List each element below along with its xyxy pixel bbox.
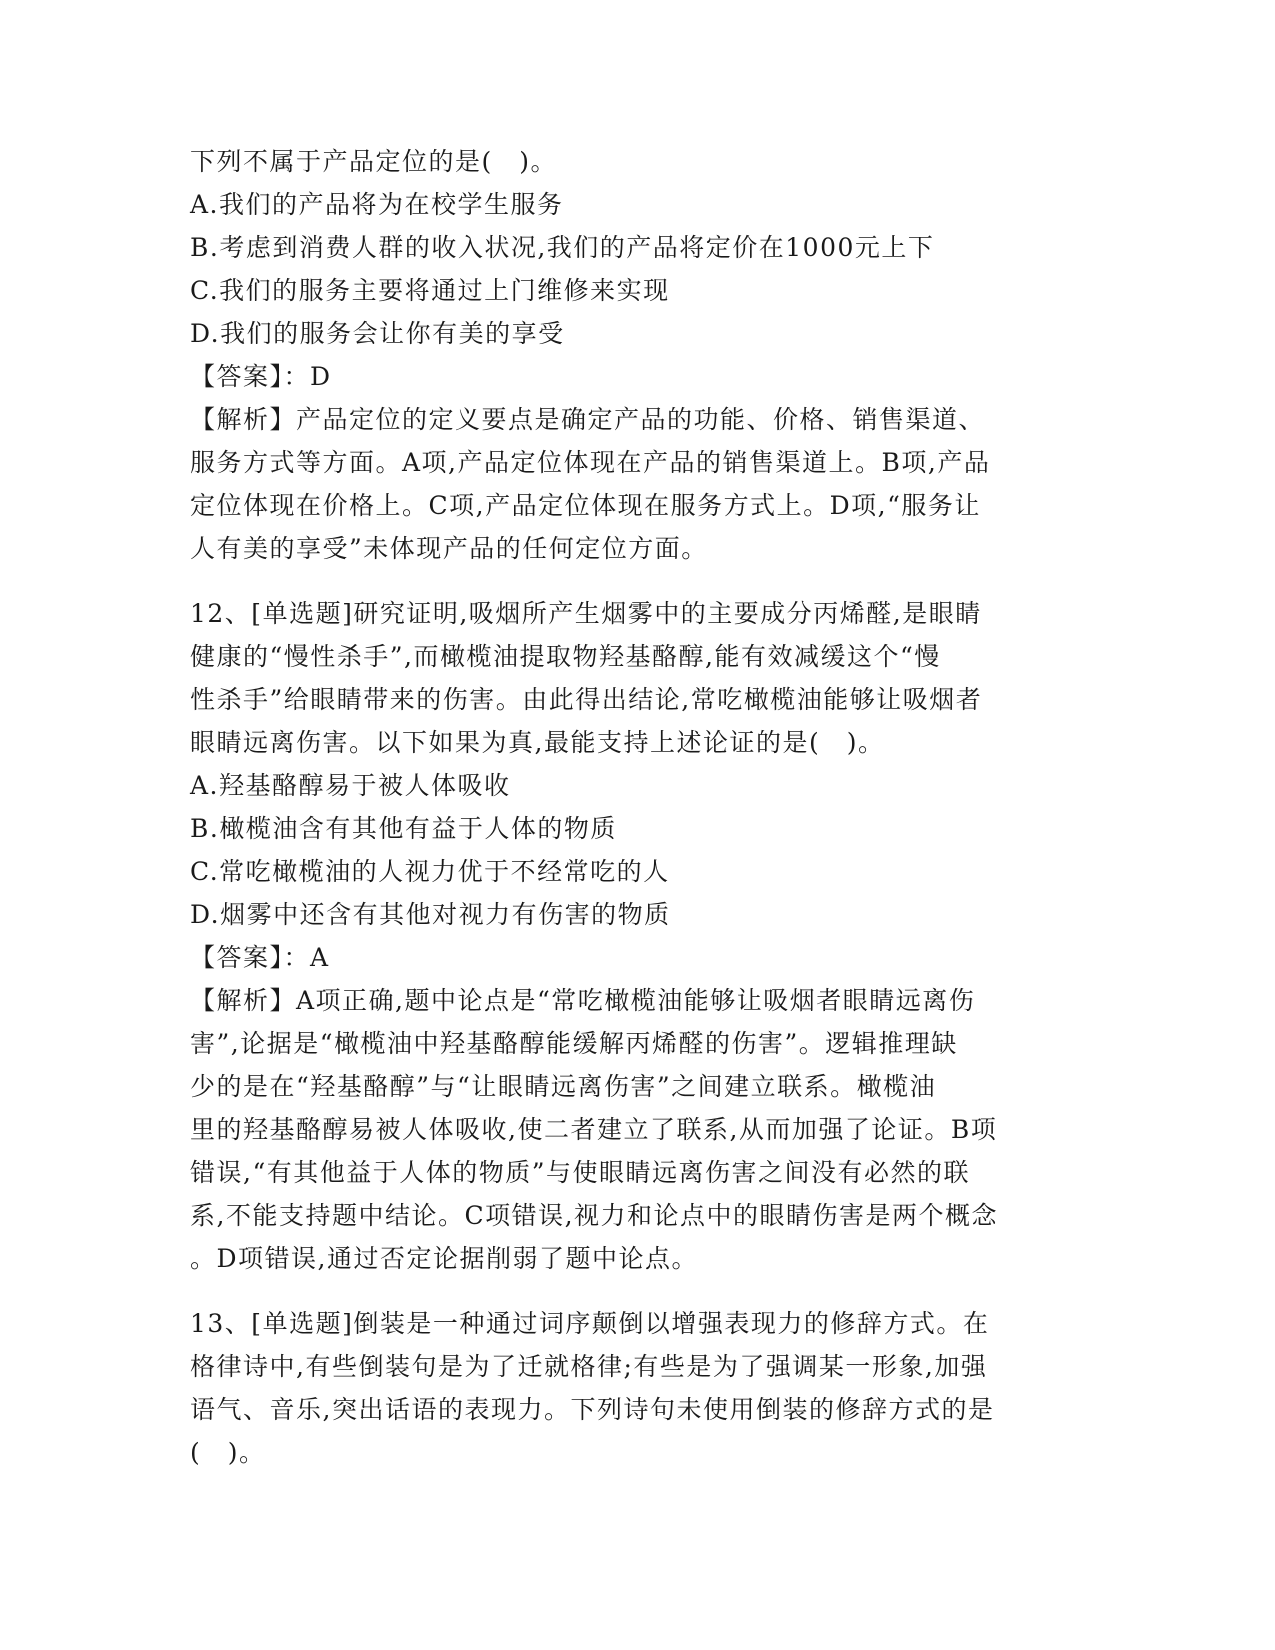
question-11 — [190, 140, 1090, 570]
question-13 — [190, 1302, 1090, 1474]
analysis-line: 服务方式等方面。A项,产品定位体现在产品的销售渠道上。B项,产品 — [190, 448, 991, 477]
answer: 【答案】：A — [190, 943, 330, 972]
question-stem: ( )。 — [190, 1438, 266, 1467]
option-d: D.我们的服务会让你有美的享受 — [190, 319, 565, 348]
analysis-line: 系,不能支持题中结论。C项错误,视力和论点中的眼睛伤害是两个概念 — [190, 1201, 999, 1230]
question-stem: 性杀手”给眼睛带来的伤害。由此得出结论,常吃橄榄油能够让吸烟者 — [190, 685, 983, 714]
option-b: B.橄榄油含有其他有益于人体的物质 — [190, 814, 617, 843]
question-stem: 语气、音乐,突出话语的表现力。下列诗句未使用倒装的修辞方式的是 — [190, 1395, 995, 1424]
analysis-line: 【解析】A项正确,题中论点是“常吃橄榄油能够让吸烟者眼睛远离伤 — [190, 986, 976, 1015]
analysis-line: 里的羟基酪醇易被人体吸收,使二者建立了联系,从而加强了论证。B项 — [190, 1115, 998, 1144]
question-stem: 12、[单选题]研究证明,吸烟所产生烟雾中的主要成分丙烯醛,是眼睛 — [190, 599, 982, 628]
option-c: C.常吃橄榄油的人视力优于不经常吃的人 — [190, 857, 670, 886]
question-stem: 健康的“慢性杀手”,而橄榄油提取物羟基酪醇,能有效减缓这个“慢 — [190, 642, 941, 671]
analysis-line: 人有美的享受”未体现产品的任何定位方面。 — [190, 534, 708, 563]
analysis-line: 【解析】产品定位的定义要点是确定产品的功能、价格、销售渠道、 — [190, 405, 986, 434]
analysis-line: 错误,“有其他益于人体的物质”与使眼睛远离伤害之间没有必然的联 — [190, 1158, 971, 1187]
analysis-line: 定位体现在价格上。C项,产品定位体现在服务方式上。D项,“服务让 — [190, 491, 981, 520]
option-d: D.烟雾中还含有其他对视力有伤害的物质 — [190, 900, 671, 929]
option-a: A.我们的产品将为在校学生服务 — [190, 190, 564, 219]
question-stem: 13、[单选题]倒装是一种通过词序颠倒以增强表现力的修辞方式。在 — [190, 1309, 990, 1338]
analysis-line: 少的是在“羟基酪醇”与“让眼睛远离伤害”之间建立联系。橄榄油 — [190, 1072, 937, 1101]
analysis-line: 害”,论据是“橄榄油中羟基酪醇能缓解丙烯醛的伤害”。逻辑推理缺 — [190, 1029, 958, 1058]
document-page — [190, 140, 1090, 1474]
analysis-line: 。D项错误,通过否定论据削弱了题中论点。 — [190, 1244, 698, 1273]
question-stem: 眼睛远离伤害。以下如果为真,最能支持上述论证的是( )。 — [190, 728, 885, 757]
option-a: A.羟基酪醇易于被人体吸收 — [190, 771, 511, 800]
answer: 【答案】：D — [190, 362, 332, 391]
question-stem: 下列不属于产品定位的是( )。 — [190, 147, 558, 176]
option-c: C.我们的服务主要将通过上门维修来实现 — [190, 276, 670, 305]
option-b: B.考虑到消费人群的收入状况,我们的产品将定价在1000元上下 — [190, 233, 935, 262]
question-stem: 格律诗中,有些倒装句是为了迁就格律;有些是为了强调某一形象,加强 — [190, 1352, 988, 1381]
question-12 — [190, 592, 1090, 1280]
